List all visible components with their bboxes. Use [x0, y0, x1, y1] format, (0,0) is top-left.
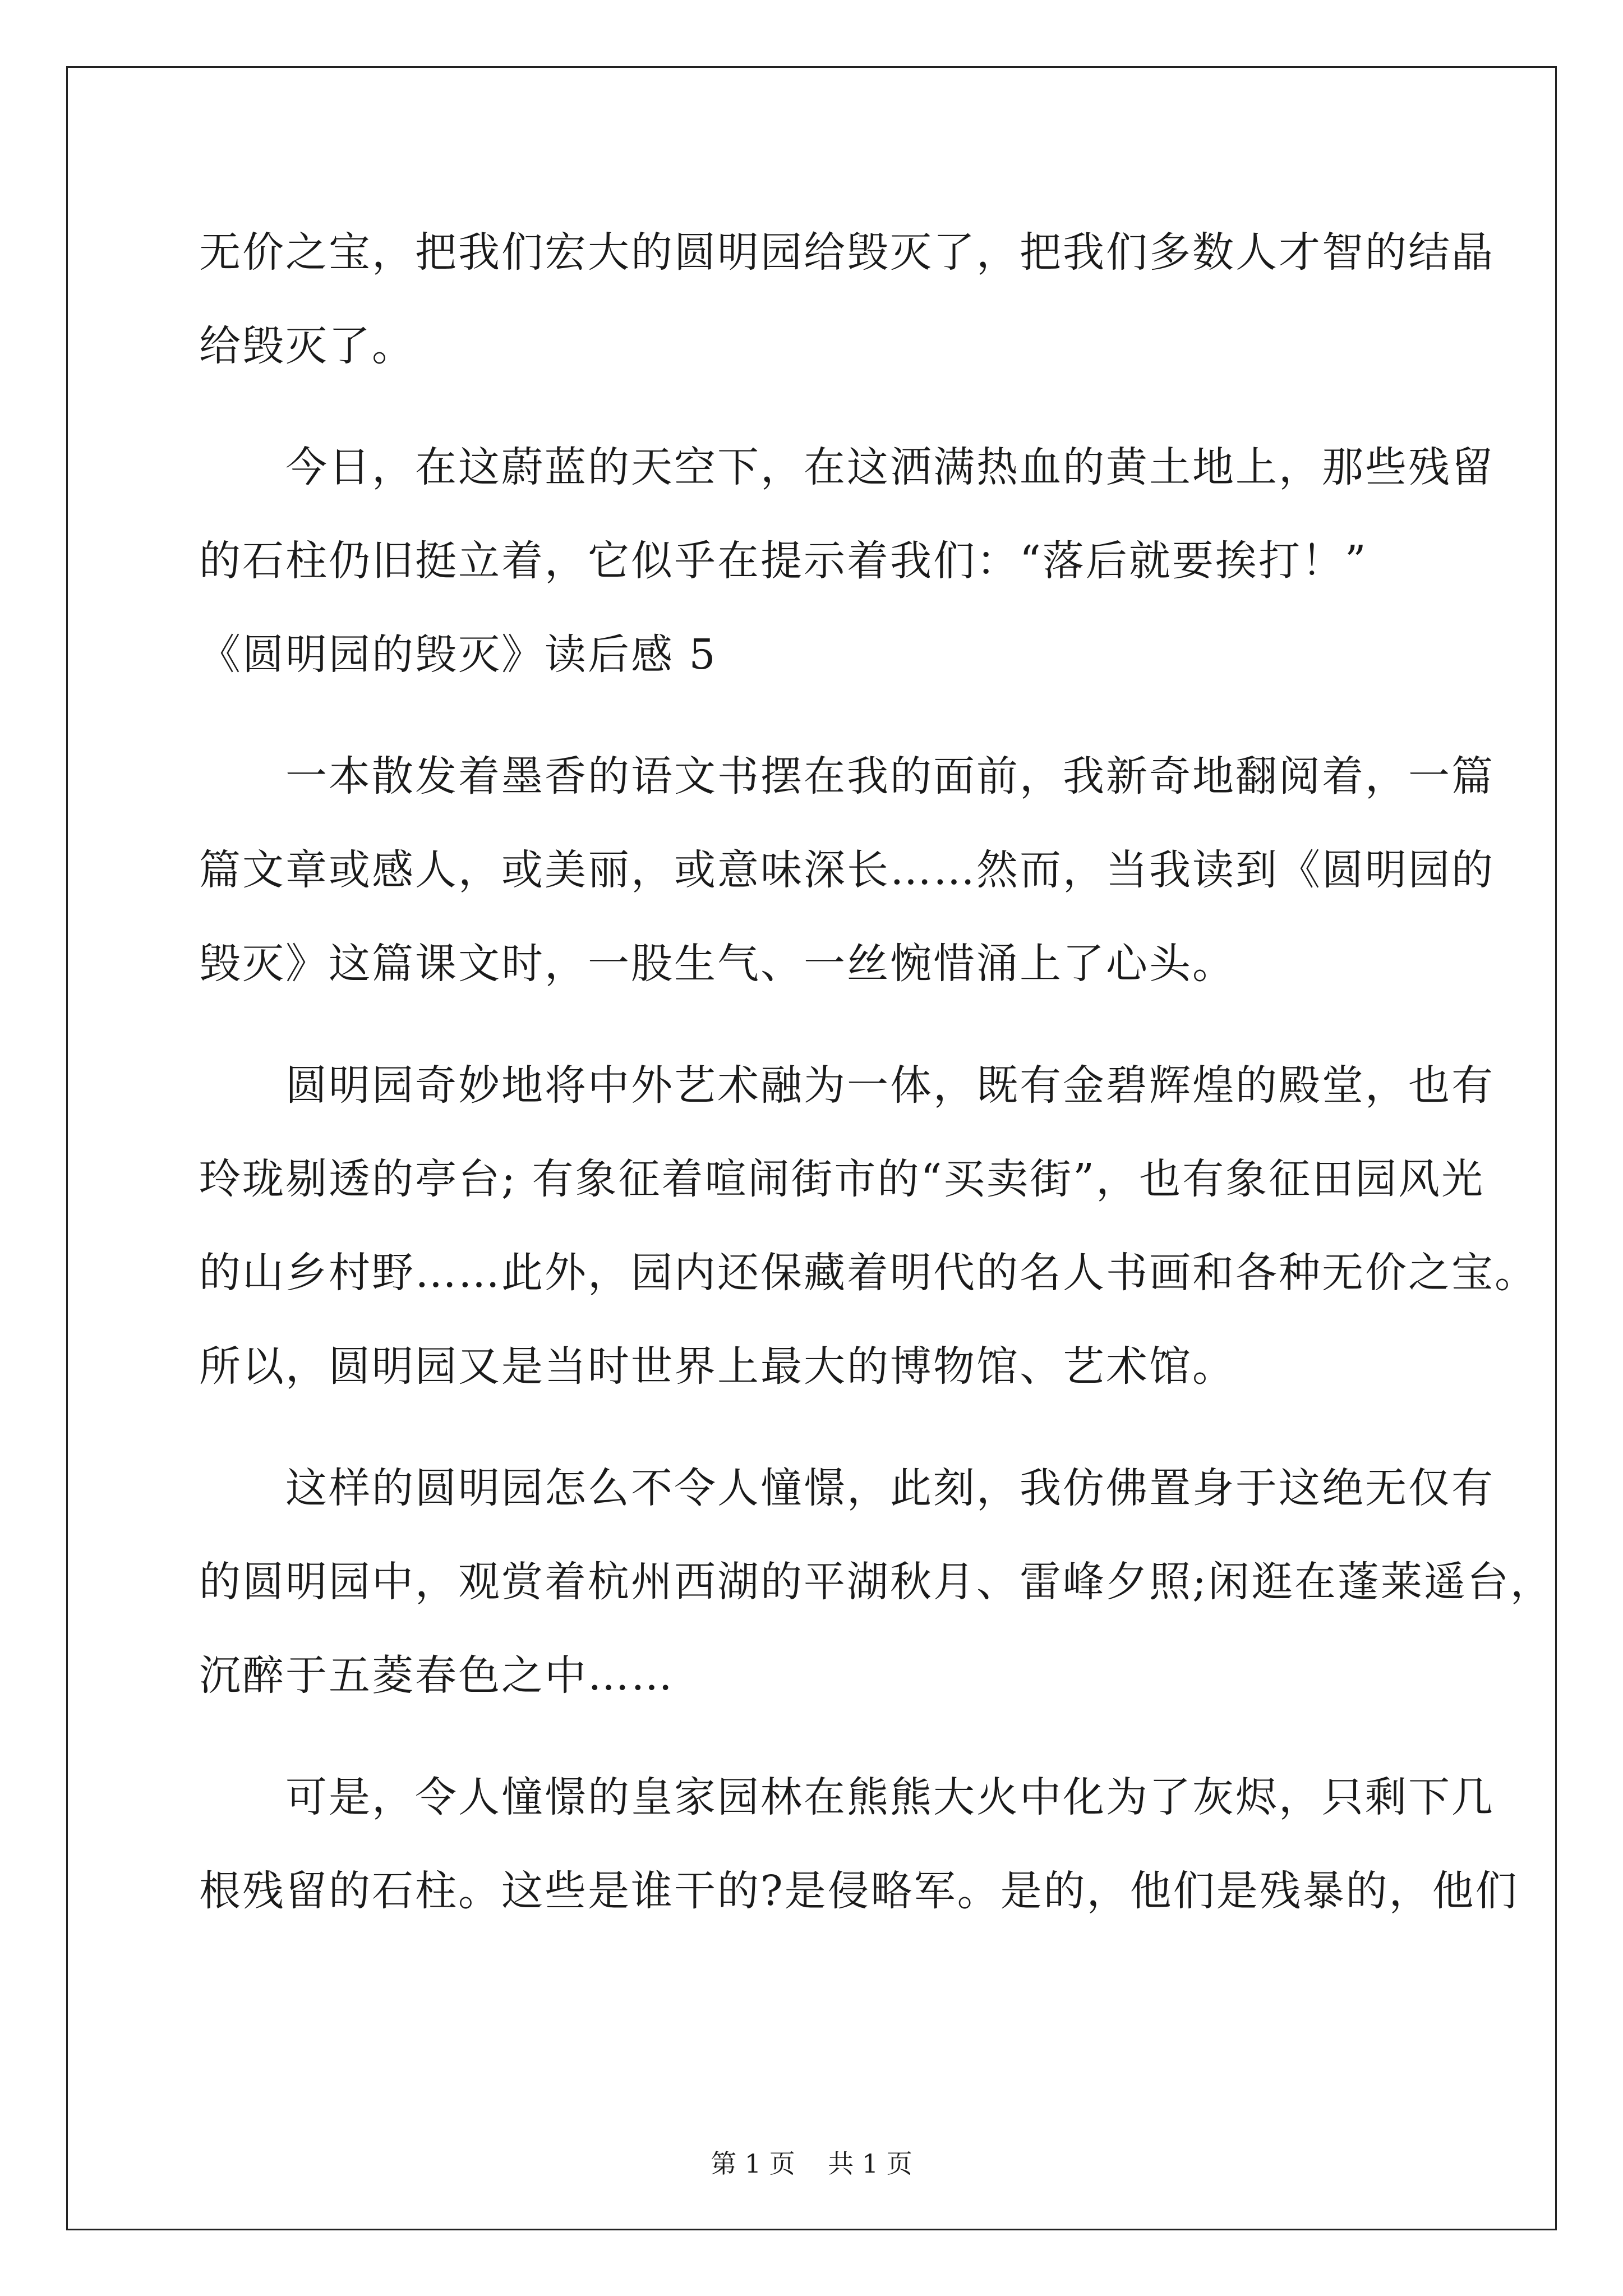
section-heading: 《圆明园的毁灭》读后感 5	[199, 631, 717, 679]
text-line-15: 沉醉于五菱春色之中……	[199, 1651, 674, 1700]
text-line-8: 毁灭》这篇课文时，一股生气、一丝惋惜涌上了心头。	[199, 940, 1235, 988]
text-line-9: 圆明园奇妙地将中外艺术融为一体，既有金碧辉煌的殿堂，也有	[199, 1061, 1495, 1110]
text-line-7: 篇文章或感人，或美丽，或意味深长……然而，当我读到《圆明园的	[199, 846, 1495, 894]
text-line-6: 一本散发着墨香的语文书摆在我的面前，我新奇地翻阅着，一篇	[199, 752, 1495, 800]
text-line-10: 玲珑剔透的亭台; 有象征着喧闹街市的“买卖街”，也有象征田园风光	[199, 1155, 1485, 1203]
text-line-14: 的圆明园中，观赏着杭州西湖的平湖秋月、雷峰夕照;闲逛在蓬莱遥台，	[199, 1558, 1553, 1606]
text-line-4: 的石柱仍旧挺立着，它似乎在提示着我们：“落后就要挨打！”	[199, 537, 1368, 585]
text-line-12: 所以，圆明园又是当时世界上最大的博物馆、艺术馆。	[199, 1342, 1235, 1391]
page-footer: 第 1 页 共 1 页	[711, 2148, 912, 2179]
text-line-1: 无价之宝，把我们宏大的圆明园给毁灭了，把我们多数人才智的结晶	[199, 228, 1495, 277]
text-line-11: 的山乡村野……此外，园内还保藏着明代的名人书画和各种无价之宝。	[199, 1249, 1538, 1297]
text-line-2: 给毁灭了。	[199, 322, 415, 370]
text-line-16: 可是，令人憧憬的皇家园林在熊熊大火中化为了灰烬，只剩下几	[199, 1773, 1495, 1821]
text-line-17: 根残留的石柱。这些是谁干的?是侵略军。是的，他们是残暴的，他们	[199, 1867, 1519, 1915]
text-line-13: 这样的圆明园怎么不令人憧憬，此刻，我仿佛置身于这绝无仅有	[199, 1464, 1495, 1512]
text-line-3: 今日，在这蔚蓝的天空下，在这洒满热血的黄土地上，那些残留	[199, 443, 1495, 491]
